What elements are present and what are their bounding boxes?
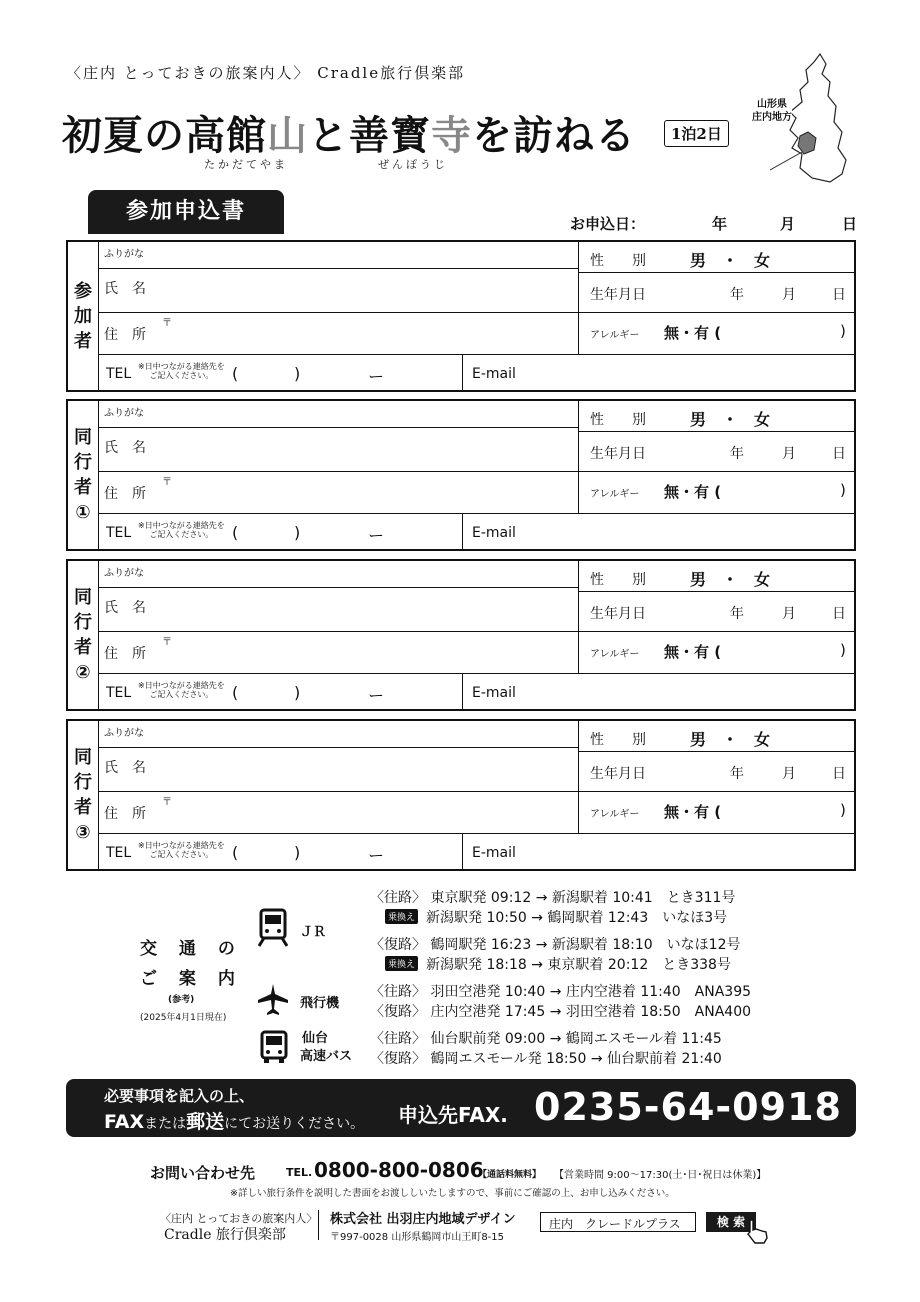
transport-line xyxy=(370,907,727,927)
postal-mark: 〒 xyxy=(162,797,172,808)
birthday-label: 生年月日 xyxy=(590,766,646,782)
name-input[interactable] xyxy=(178,429,574,469)
transport-line-tag: 〈往路〉 xyxy=(370,890,426,906)
tel-note-line1: ※日中つながる連絡先を xyxy=(138,521,225,530)
gender-label: 性 別 xyxy=(590,253,646,269)
application-form-tab: 参加申込書 xyxy=(88,190,284,234)
row-divider xyxy=(98,791,856,792)
tel-close-paren: ) xyxy=(294,523,301,542)
birthday-input[interactable] xyxy=(668,595,854,629)
tel-note-line2: ご記入ください。 xyxy=(149,530,214,539)
transport-line-tag: 〈往路〉 xyxy=(370,984,426,1000)
tel-note xyxy=(138,841,225,859)
block-title-char: 者 xyxy=(74,637,92,658)
tel-note-line2: ご記入ください。 xyxy=(149,371,214,380)
fax-banner xyxy=(66,1079,856,1137)
birthday-year: 年 xyxy=(730,766,744,782)
birthday-input[interactable] xyxy=(668,276,854,310)
furigana-label: ふりがな xyxy=(104,249,144,260)
email-label: E-mail xyxy=(472,366,516,382)
fax-destination-label: 申込先FAX. xyxy=(398,1103,508,1127)
furigana-input[interactable] xyxy=(178,407,574,425)
name-label: 氏 名 xyxy=(104,281,146,297)
block-title-char: 同 xyxy=(74,587,92,608)
transport-line-text: 新潟駅発 18:18 → 東京駅着 20:12 とき338号 xyxy=(426,957,731,973)
allergy-label: アレルギー xyxy=(590,330,640,341)
inquiry-tel-number: 0800-800-0806 xyxy=(314,1158,484,1182)
form-block-4 xyxy=(66,719,856,871)
transport-title-line2: ご 案 内 xyxy=(140,969,243,989)
footer-brand-line1: 〈庄内 とっておきの旅案内人〉 xyxy=(160,1212,318,1225)
address-label: 住 所 xyxy=(104,646,146,662)
transport-line xyxy=(370,887,735,907)
search-box[interactable] xyxy=(540,1212,696,1232)
title-highlight-yama: 山 xyxy=(267,112,308,159)
transport-line-tag: 〈往路〉 xyxy=(370,1031,426,1047)
row-divider xyxy=(98,631,856,632)
transport-mode-bus xyxy=(300,1030,352,1066)
transport-line-text: 羽田空港発 10:40 → 庄内空港着 11:40 ANA395 xyxy=(430,984,752,1000)
tel-label: TEL xyxy=(106,685,132,701)
ruby-zenpouji: ぜんぽうじ xyxy=(378,158,448,171)
email-input[interactable] xyxy=(528,517,848,549)
column-divider xyxy=(462,354,463,392)
train-icon xyxy=(258,908,288,948)
page-title xyxy=(62,104,636,161)
address-input[interactable] xyxy=(178,635,574,671)
tel-dash: ー xyxy=(368,526,385,545)
birthday-day: 日 xyxy=(832,766,846,782)
address-input[interactable] xyxy=(178,795,574,831)
duration-badge: 1泊2日 xyxy=(664,120,729,147)
or-word: または xyxy=(144,1116,187,1132)
block-title-char: 同 xyxy=(74,747,92,768)
name-label: 氏 名 xyxy=(104,440,146,456)
tel-input[interactable] xyxy=(244,677,454,709)
allergy-options: 無・有 ( xyxy=(664,643,722,661)
fax-word: FAX xyxy=(104,1111,145,1133)
column-divider xyxy=(578,401,579,513)
map-label-region: 庄内地方 xyxy=(752,112,792,123)
row-divider xyxy=(98,673,856,674)
allergy-close-paren: ) xyxy=(840,801,846,819)
email-input[interactable] xyxy=(528,358,848,390)
application-date-day: 日 xyxy=(842,215,858,233)
row-divider xyxy=(98,268,578,269)
gender-label: 性 別 xyxy=(590,732,646,748)
tel-note xyxy=(138,362,225,380)
transport-line-text: 新潟駅発 10:50 → 鶴岡駅着 12:43 いなほ3号 xyxy=(426,910,728,926)
transport-line-tag: 〈復路〉 xyxy=(370,1051,426,1067)
terms-note: ※詳しい旅行条件を説明した書面をお渡ししいたしますので、事前にご確認の上、お申し込みください。 xyxy=(230,1188,675,1199)
transport-line-text: 庄内空港発 17:45 → 羽田空港着 18:50 ANA400 xyxy=(430,1004,752,1020)
tel-dash: ー xyxy=(368,686,385,705)
transport-mode-bus-line1: 仙台 xyxy=(302,1031,329,1046)
transport-as-of: (2025年4月1日現在) xyxy=(140,1013,227,1023)
gender-select[interactable] xyxy=(678,246,854,270)
tel-input[interactable] xyxy=(244,358,454,390)
toll-free-label: 【通話料無料】 xyxy=(478,1170,542,1180)
row-divider xyxy=(98,587,578,588)
block-title-number: ① xyxy=(75,502,91,523)
transport-line-text: 仙台駅前発 09:00 → 鶴岡エスモール着 11:45 xyxy=(430,1031,722,1047)
column-divider xyxy=(462,833,463,871)
footer-brand-line2: Cradle 旅行倶楽部 xyxy=(164,1227,286,1243)
gender-select[interactable] xyxy=(678,565,854,589)
tel-note xyxy=(138,681,225,699)
tel-note-line1: ※日中つながる連絡先を xyxy=(138,841,225,850)
tel-label: TEL xyxy=(106,525,132,541)
transport-mode-plane: 飛行機 xyxy=(300,996,340,1011)
fax-number: 0235-64-0918 xyxy=(534,1085,842,1129)
block-title-char: 者 xyxy=(74,330,92,352)
footer-divider xyxy=(318,1210,319,1240)
fax-banner-line2 xyxy=(104,1107,364,1134)
column-divider xyxy=(462,673,463,711)
tel-note-line2: ご記入ください。 xyxy=(149,690,214,699)
application-date-label: お申込日： xyxy=(570,215,646,233)
tel-open-paren: ( xyxy=(232,683,239,702)
birthday-label: 生年月日 xyxy=(590,606,646,622)
block-title-number: ③ xyxy=(75,822,91,843)
header-subtitle: 〈庄内 とっておきの旅案内人〉 Cradle旅行倶楽部 xyxy=(66,64,466,82)
block-title xyxy=(68,561,99,709)
transport-line-tag: 〈復路〉 xyxy=(370,937,426,953)
gender-options: 男 ・ 女 xyxy=(690,251,771,270)
furigana-input[interactable] xyxy=(178,727,574,745)
tel-dash: ー xyxy=(368,846,385,865)
transport-ref: (参考) xyxy=(168,995,195,1005)
block-title-char: 行 xyxy=(74,452,92,473)
form-block-2 xyxy=(66,399,856,551)
tel-open-paren: ( xyxy=(232,364,239,383)
email-input[interactable] xyxy=(528,677,848,709)
name-input[interactable] xyxy=(178,589,574,629)
row-divider xyxy=(578,751,856,752)
send-phrase: にてお送りください。 xyxy=(224,1116,365,1132)
allergy-label: アレルギー xyxy=(590,809,640,820)
column-divider xyxy=(578,242,579,354)
tel-note-line1: ※日中つながる連絡先を xyxy=(138,681,225,690)
transport-line xyxy=(370,954,731,974)
row-divider xyxy=(98,354,856,355)
row-divider xyxy=(98,513,856,514)
tel-close-paren: ) xyxy=(294,843,301,862)
furigana-label: ふりがな xyxy=(104,408,144,419)
block-title xyxy=(68,401,99,549)
allergy-options: 無・有 ( xyxy=(664,483,722,501)
furigana-label: ふりがな xyxy=(104,568,144,579)
birthday-month: 月 xyxy=(782,606,796,622)
gender-options: 男 ・ 女 xyxy=(690,730,771,749)
birthday-input[interactable] xyxy=(668,435,854,469)
birthday-month: 月 xyxy=(782,766,796,782)
email-label: E-mail xyxy=(472,845,516,861)
birthday-year: 年 xyxy=(730,446,744,462)
column-divider xyxy=(578,561,579,673)
allergy-label: アレルギー xyxy=(590,649,640,660)
address-label: 住 所 xyxy=(104,327,146,343)
address-label: 住 所 xyxy=(104,806,146,822)
allergy-options: 無・有 ( xyxy=(664,803,722,821)
company-address: 〒997-0028 山形県鶴岡市山王町8-15 xyxy=(330,1232,505,1243)
application-date-month: 月 xyxy=(780,215,796,233)
block-title-char: 同 xyxy=(74,427,92,448)
block-title-char: 参 xyxy=(74,280,92,302)
birthday-label: 生年月日 xyxy=(590,287,646,303)
title-part-2: と善寳 xyxy=(308,112,431,159)
transport-mode-jr: ＪＲ xyxy=(300,925,327,940)
birthday-month: 月 xyxy=(782,287,796,303)
allergy-input[interactable] xyxy=(664,316,854,352)
form-block-1 xyxy=(66,240,856,392)
postal-mark: 〒 xyxy=(162,318,172,329)
tel-dash: ー xyxy=(368,367,385,386)
tel-label: TEL xyxy=(106,366,132,382)
row-divider xyxy=(98,747,578,748)
fax-banner-line1: 必要事項を記入の上、 xyxy=(104,1087,255,1105)
gender-label: 性 別 xyxy=(590,412,646,428)
allergy-close-paren: ) xyxy=(840,322,846,340)
transport-line xyxy=(370,1028,722,1048)
address-input[interactable] xyxy=(178,316,574,352)
furigana-input[interactable] xyxy=(178,567,574,585)
inquiry-label: お問い合わせ先 xyxy=(150,1164,256,1182)
transport-line xyxy=(370,1048,722,1068)
block-title-number: ② xyxy=(75,662,91,683)
block-title-char: 行 xyxy=(74,612,92,633)
allergy-options: 無・有 ( xyxy=(664,324,722,342)
transport-line xyxy=(370,1001,751,1021)
postal-mark: 〒 xyxy=(162,477,172,488)
tel-open-paren: ( xyxy=(232,523,239,542)
search-box-text: 庄内 クレードルプラス xyxy=(549,1217,681,1231)
ruby-takadateyama: たかだてやま xyxy=(204,158,288,171)
transport-line-text: 東京駅発 09:12 → 新潟駅着 10:41 とき311号 xyxy=(430,890,736,906)
tel-close-paren: ) xyxy=(294,364,301,383)
birthday-day: 日 xyxy=(832,446,846,462)
tel-label: TEL xyxy=(106,845,132,861)
birthday-input[interactable] xyxy=(668,755,854,789)
block-title-char: 加 xyxy=(74,305,92,327)
postal-mark: 〒 xyxy=(162,637,172,648)
birthday-day: 日 xyxy=(832,606,846,622)
allergy-input[interactable] xyxy=(664,635,854,671)
birthday-year: 年 xyxy=(730,606,744,622)
company-name: 株式会社 出羽庄内地域デザイン xyxy=(330,1212,516,1227)
row-divider xyxy=(578,272,856,273)
gender-options: 男 ・ 女 xyxy=(690,410,771,429)
allergy-close-paren: ) xyxy=(840,641,846,659)
transport-title-line1: 交 通 の xyxy=(140,939,243,959)
address-label: 住 所 xyxy=(104,486,146,502)
block-title xyxy=(68,721,99,869)
transport-line-text: 鶴岡駅発 16:23 → 新潟駅着 18:10 いなほ12号 xyxy=(430,937,741,953)
row-divider xyxy=(98,833,856,834)
tel-open-paren: ( xyxy=(232,843,239,862)
row-divider xyxy=(578,431,856,432)
row-divider xyxy=(98,312,856,313)
application-date-year: 年 xyxy=(712,215,728,233)
name-input[interactable] xyxy=(178,270,574,310)
transport-line-text: 鶴岡エスモール発 18:50 → 仙台駅前着 21:40 xyxy=(430,1051,722,1067)
gender-options: 男 ・ 女 xyxy=(690,570,771,589)
search-button[interactable]: 検 索 xyxy=(706,1212,756,1232)
allergy-input[interactable] xyxy=(664,795,854,831)
block-title-char: 行 xyxy=(74,772,92,793)
airplane-icon xyxy=(256,982,290,1016)
name-label: 氏 名 xyxy=(104,760,146,776)
title-highlight-tera: 寺 xyxy=(431,112,472,159)
tel-note-line2: ご記入ください。 xyxy=(149,850,214,859)
map-label-pref: 山形県 xyxy=(757,99,787,110)
allergy-label: アレルギー xyxy=(590,489,640,500)
email-label: E-mail xyxy=(472,685,516,701)
tel-input[interactable] xyxy=(244,517,454,549)
row-divider xyxy=(98,427,578,428)
row-divider xyxy=(98,471,856,472)
birthday-day: 日 xyxy=(832,287,846,303)
column-divider xyxy=(462,513,463,551)
bus-icon xyxy=(260,1030,288,1064)
address-input[interactable] xyxy=(178,475,574,511)
birthday-year: 年 xyxy=(730,287,744,303)
block-title-char: 者 xyxy=(74,477,92,498)
post-word: 郵送 xyxy=(186,1111,225,1133)
birthday-label: 生年月日 xyxy=(590,446,646,462)
block-title xyxy=(68,242,99,390)
row-divider xyxy=(578,591,856,592)
transport-title xyxy=(140,934,243,994)
transport-mode-bus-line2: 高速バス xyxy=(300,1049,353,1064)
birthday-month: 月 xyxy=(782,446,796,462)
map-label xyxy=(752,98,792,124)
transfer-badge: 乗換え xyxy=(385,909,418,924)
tel-note xyxy=(138,521,225,539)
business-hours: 【営業時間 9:00～17:30(土･日･祝日は休業)】 xyxy=(554,1170,767,1181)
gender-select[interactable] xyxy=(678,405,854,429)
pointer-hand-icon xyxy=(744,1218,772,1244)
email-label: E-mail xyxy=(472,525,516,541)
inquiry-tel-prefix: TEL. xyxy=(286,1166,313,1179)
title-part-1: 初夏の高館 xyxy=(62,112,267,159)
furigana-input[interactable] xyxy=(178,248,574,266)
gender-select[interactable] xyxy=(678,725,854,749)
column-divider xyxy=(578,721,579,833)
email-input[interactable] xyxy=(528,837,848,869)
name-label: 氏 名 xyxy=(104,600,146,616)
tel-input[interactable] xyxy=(244,837,454,869)
transfer-badge: 乗換え xyxy=(385,956,418,971)
gender-label: 性 別 xyxy=(590,572,646,588)
name-input[interactable] xyxy=(178,749,574,789)
allergy-input[interactable] xyxy=(664,475,854,511)
transport-line-tag: 〈復路〉 xyxy=(370,1004,426,1020)
title-part-3: を訪ねる xyxy=(472,112,636,159)
form-block-3 xyxy=(66,559,856,711)
transport-line xyxy=(370,934,741,954)
transport-line xyxy=(370,981,751,1001)
furigana-label: ふりがな xyxy=(104,728,144,739)
block-title-char: 者 xyxy=(74,797,92,818)
allergy-close-paren: ) xyxy=(840,481,846,499)
tel-note-line1: ※日中つながる連絡先を xyxy=(138,362,225,371)
tel-close-paren: ) xyxy=(294,683,301,702)
